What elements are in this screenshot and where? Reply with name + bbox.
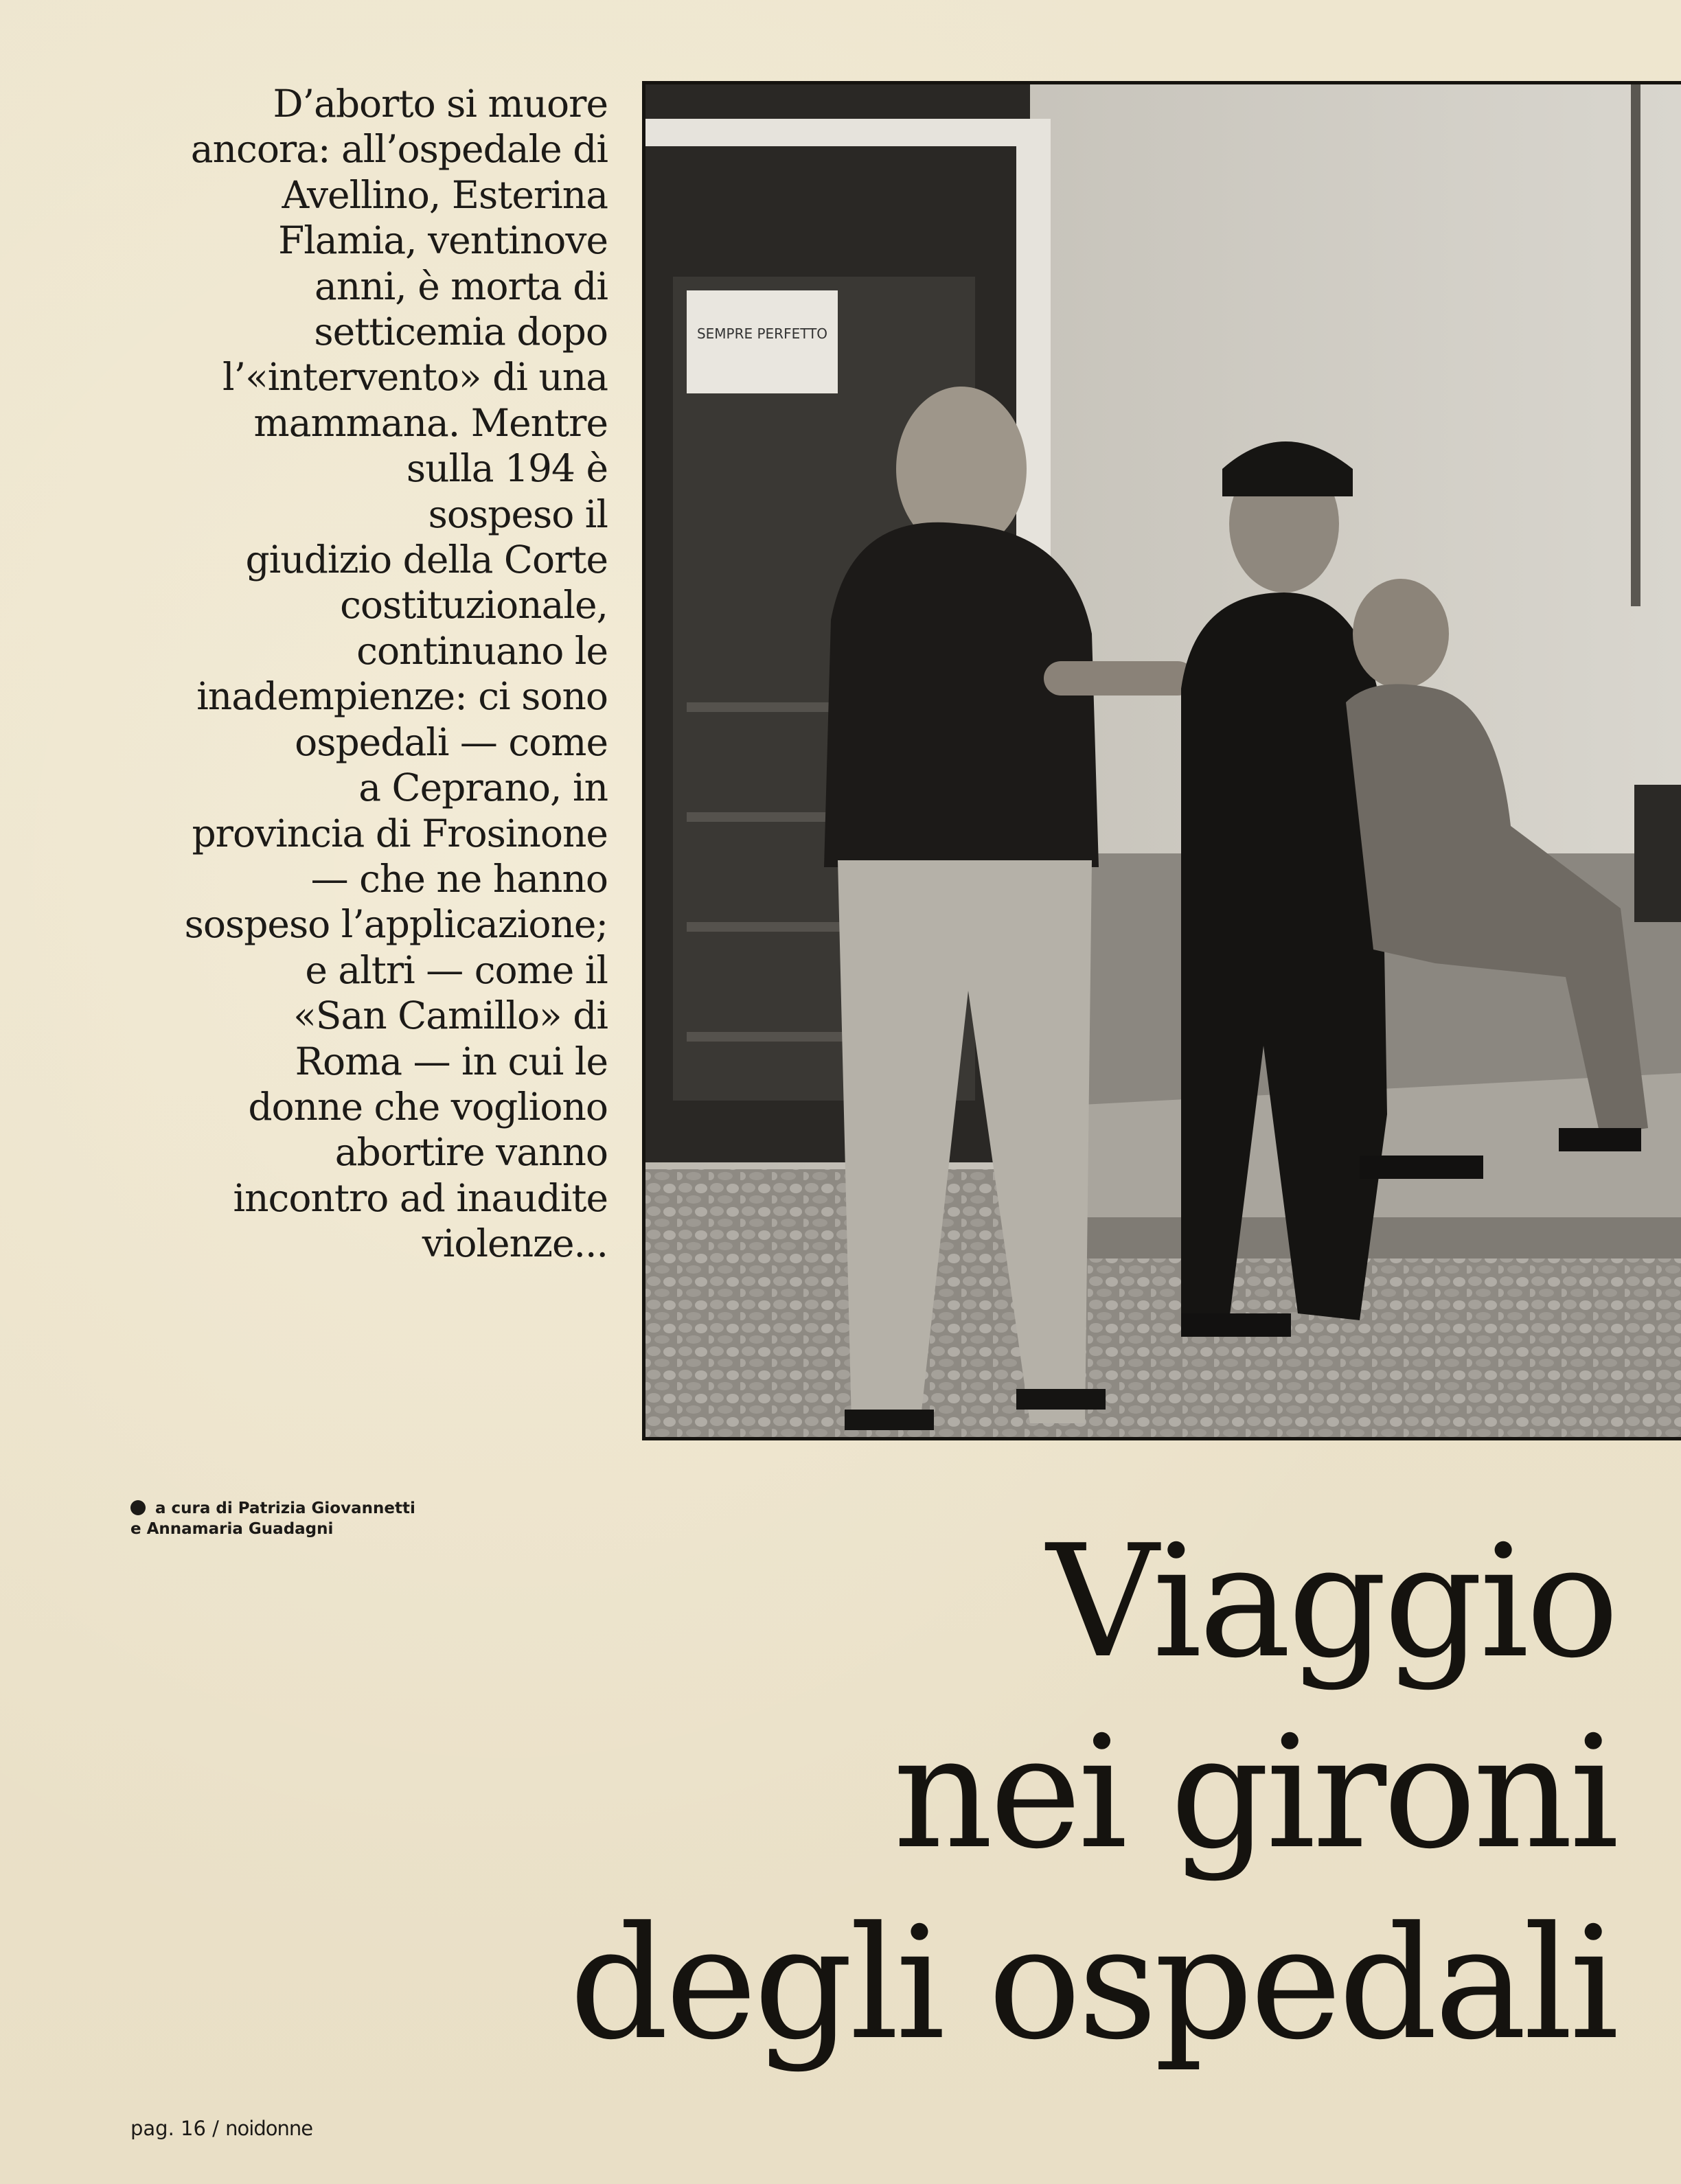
page-footer bbox=[130, 2117, 312, 2140]
page-number: pag. 16 bbox=[130, 2117, 206, 2140]
intro-line: provincia di Frosinone bbox=[192, 811, 608, 855]
photo-illustration bbox=[645, 84, 1681, 1437]
intro-line: anni, è morta di bbox=[315, 264, 608, 308]
magazine-brand: noidonne bbox=[225, 2117, 313, 2140]
intro-line: violenze... bbox=[422, 1221, 608, 1266]
intro-line: sospeso il bbox=[428, 492, 608, 536]
intro-line: Roma — in cui le bbox=[295, 1039, 608, 1083]
intro-line: e altri — come il bbox=[305, 947, 608, 992]
intro-line: — che ne hanno bbox=[310, 856, 608, 901]
footer-separator: / bbox=[212, 2117, 219, 2140]
credit-line: a cura di Patrizia Giovannetti bbox=[155, 1499, 415, 1517]
intro-line: mammana. Mentre bbox=[253, 400, 608, 445]
street-photo bbox=[642, 81, 1681, 1440]
intro-line: donne che vogliono bbox=[248, 1084, 608, 1129]
intro-line: Flamia, ventinove bbox=[278, 218, 608, 263]
article-headline bbox=[311, 1507, 1616, 2080]
intro-line: l’«intervento» di una bbox=[222, 355, 608, 400]
credit-line: e Annamaria Guadagni bbox=[130, 1520, 334, 1538]
intro-line: giudizio della Corte bbox=[245, 538, 608, 582]
intro-line: D’aborto si muore bbox=[273, 82, 608, 126]
headline-line: nei gironi bbox=[893, 1703, 1616, 1883]
intro-line: «San Camillo» di bbox=[293, 993, 608, 1038]
intro-line: setticemia dopo bbox=[314, 310, 608, 354]
headline-line: Viaggio bbox=[1047, 1512, 1616, 1692]
intro-line: incontro ad inaudite bbox=[233, 1175, 608, 1220]
intro-paragraph bbox=[103, 81, 608, 1267]
intro-line: ospedali — come bbox=[295, 720, 608, 764]
intro-line: Avellino, Esterina bbox=[282, 172, 608, 217]
headline-line: degli ospedali bbox=[569, 1894, 1616, 2074]
shop-sign-text: SEMPRE PERFETTO bbox=[696, 325, 828, 342]
intro-line: sulla 194 è bbox=[406, 446, 608, 491]
intro-line: sospeso l’applicazione; bbox=[184, 902, 608, 947]
intro-line: continuano le bbox=[356, 628, 608, 673]
intro-line: costituzionale, bbox=[340, 583, 608, 628]
bullet-icon bbox=[130, 1500, 146, 1515]
intro-line: a Ceprano, in bbox=[358, 766, 608, 810]
intro-line: ancora: all’ospedale di bbox=[190, 127, 608, 172]
intro-line: inadempienze: ci sono bbox=[196, 674, 608, 719]
intro-line: abortire vanno bbox=[334, 1130, 608, 1175]
